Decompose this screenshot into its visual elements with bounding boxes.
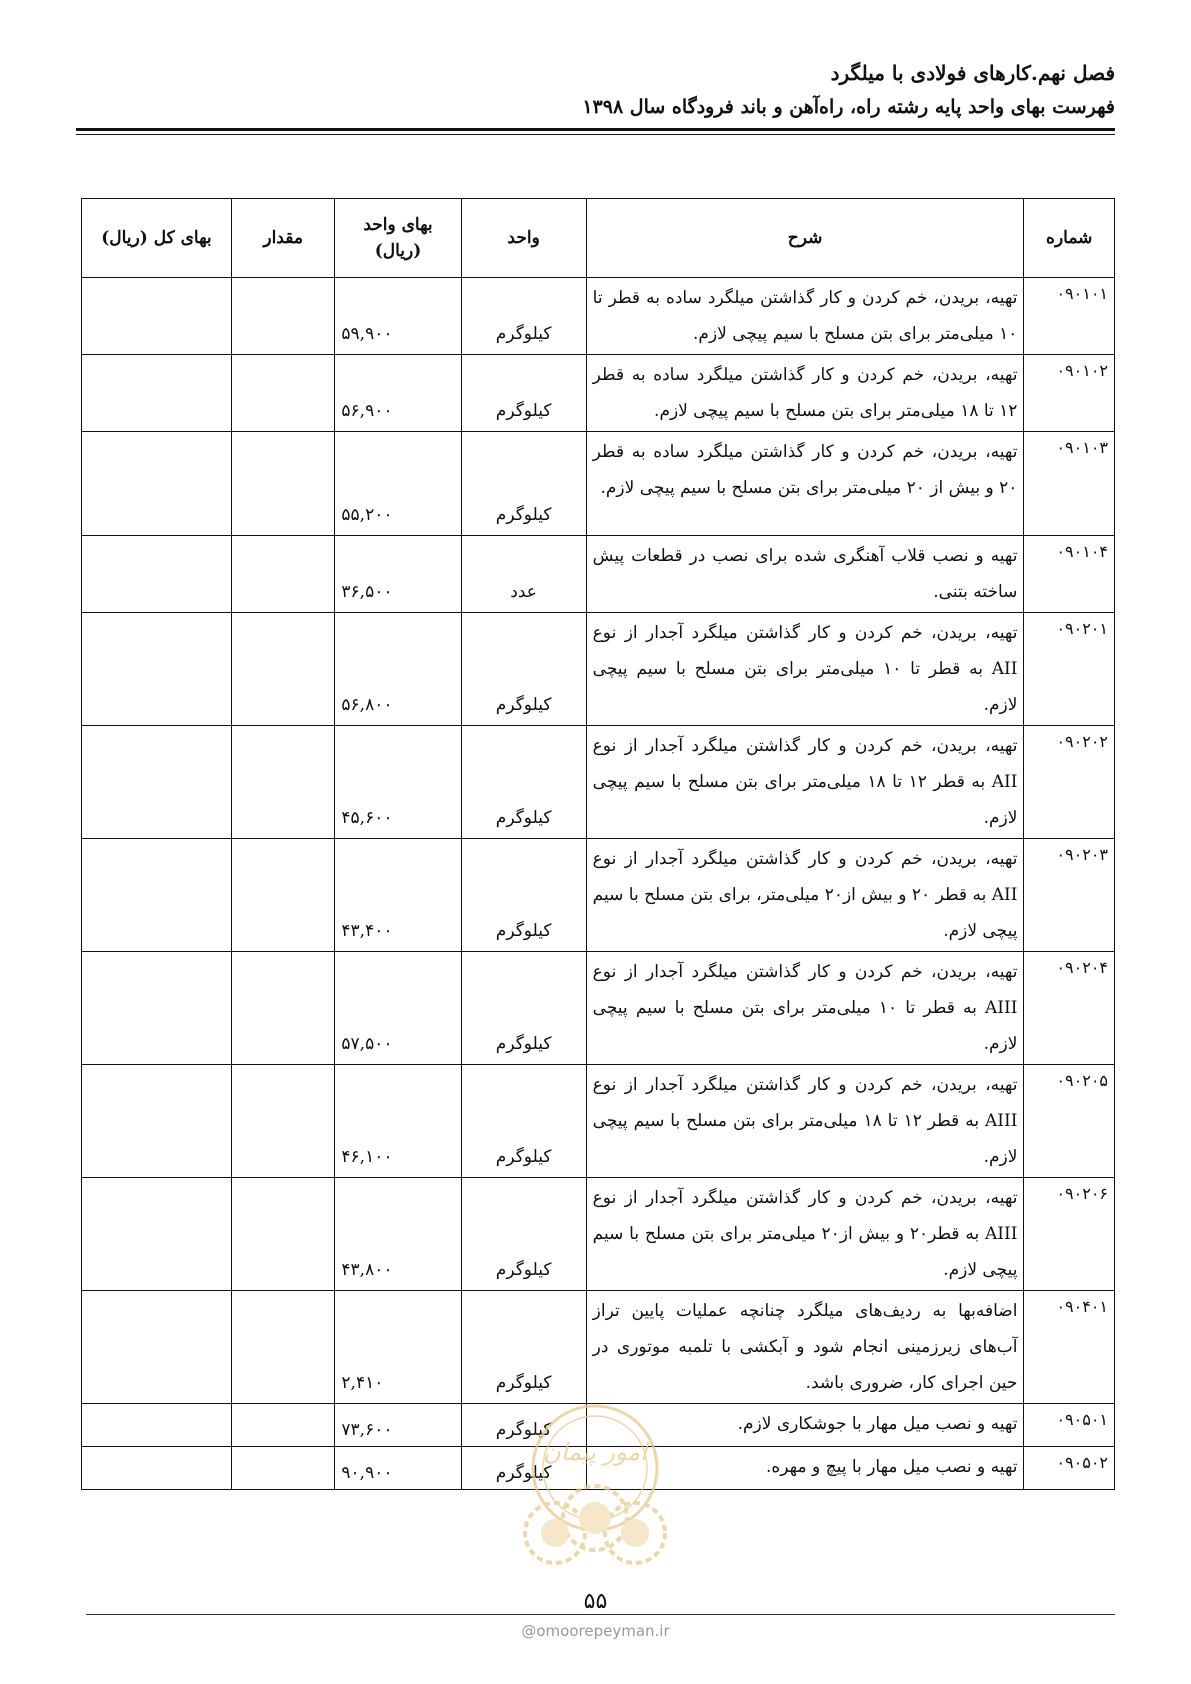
item-description: اضافه‌بها به ردیف‌های میلگرد چنانچه عملیات پایین تراز آب‌های زیرزمینی انجام شود و آبکشی با تلمبه موتوری در حین اجرای کار، ضروری باشد. (586, 1291, 1024, 1404)
item-unit-price: ۴۶,۱۰۰ (335, 1065, 461, 1178)
item-total-price (82, 1291, 232, 1404)
header-divider-thin (76, 134, 1115, 135)
item-total-price (82, 952, 232, 1065)
table-row (82, 839, 1115, 952)
item-quantity (231, 432, 335, 536)
item-unit: کیلوگرم (461, 278, 586, 355)
item-quantity (231, 278, 335, 355)
item-total-price (82, 726, 232, 839)
item-unit: کیلوگرم (461, 355, 586, 432)
item-unit-price: ۴۳,۸۰۰ (335, 1178, 461, 1291)
item-unit-price: ۳۶,۵۰۰ (335, 536, 461, 613)
header-number: شماره (1024, 199, 1115, 278)
item-quantity (231, 355, 335, 432)
item-total-price (82, 432, 232, 536)
item-unit: کیلوگرم (461, 1404, 586, 1447)
item-number: ۰۹۰۱۰۳ (1024, 432, 1115, 536)
item-quantity (231, 1178, 335, 1291)
item-number: ۰۹۰۴۰۱ (1024, 1291, 1115, 1404)
item-total-price (82, 1447, 232, 1490)
item-unit-price: ۲,۴۱۰ (335, 1291, 461, 1404)
item-unit: کیلوگرم (461, 1178, 586, 1291)
item-number: ۰۹۰۲۰۴ (1024, 952, 1115, 1065)
table-row (82, 278, 1115, 355)
table-row (82, 536, 1115, 613)
item-unit: کیلوگرم (461, 1291, 586, 1404)
item-unit-price: ۷۳,۶۰۰ (335, 1404, 461, 1447)
item-quantity (231, 1404, 335, 1447)
item-number: ۰۹۰۱۰۴ (1024, 536, 1115, 613)
item-number: ۰۹۰۲۰۵ (1024, 1065, 1115, 1178)
header-divider-thick (76, 128, 1115, 131)
footer-divider (86, 1614, 1115, 1615)
item-total-price (82, 1404, 232, 1447)
item-unit-price: ۹۰,۹۰۰ (335, 1447, 461, 1490)
item-number: ۰۹۰۵۰۱ (1024, 1404, 1115, 1447)
item-quantity (231, 1291, 335, 1404)
item-quantity (231, 536, 335, 613)
table-row (82, 726, 1115, 839)
item-unit: کیلوگرم (461, 432, 586, 536)
item-quantity (231, 1447, 335, 1490)
item-quantity (231, 1065, 335, 1178)
item-unit: عدد (461, 536, 586, 613)
item-number: ۰۹۰۲۰۳ (1024, 839, 1115, 952)
item-unit-price: ۴۵,۶۰۰ (335, 726, 461, 839)
table-row (82, 1291, 1115, 1404)
item-quantity (231, 952, 335, 1065)
item-description: تهیه و نصب قلاب آهنگری شده برای نصب در قطعات پیش ساخته بتنی. (586, 536, 1024, 613)
item-total-price (82, 613, 232, 726)
item-number: ۰۹۰۲۰۶ (1024, 1178, 1115, 1291)
header-unit-price-currency: (ریال) (374, 241, 422, 261)
item-description: تهیه، بریدن، خم کردن و کار گذاشتن میلگرد آجدار از نوع AII به قطر تا ۱۰ میلی‌متر برای بتن مسلح با سیم پیچی لازم. (586, 613, 1024, 726)
header-description: شرح (586, 199, 1024, 278)
header-unit-price-label: بهای واحد (363, 215, 433, 235)
item-unit: کیلوگرم (461, 952, 586, 1065)
table-row (82, 355, 1115, 432)
item-unit: کیلوگرم (461, 839, 586, 952)
watermark-seal-logo (505, 1398, 685, 1578)
item-description: تهیه، بریدن، خم کردن و کار گذاشتن میلگرد آجدار از نوع AIII به قطر تا ۱۰ میلی‌متر برای بتن مسلح با سیم پیچی لازم. (586, 952, 1024, 1065)
item-unit-price: ۵۶,۸۰۰ (335, 613, 461, 726)
item-description: تهیه، بریدن، خم کردن و کار گذاشتن میلگرد آجدار از نوع AIII به قطر ۱۲ تا ۱۸ میلی‌متر برای بتن مسلح با سیم پیچی لازم. (586, 1065, 1024, 1178)
item-unit-price: ۵۷,۵۰۰ (335, 952, 461, 1065)
item-number: ۰۹۰۱۰۲ (1024, 355, 1115, 432)
item-quantity (231, 613, 335, 726)
item-unit: کیلوگرم (461, 1447, 586, 1490)
document-header (76, 58, 1115, 122)
table-row (82, 613, 1115, 726)
header-unit-price (335, 199, 461, 278)
item-unit-price: ۴۳,۴۰۰ (335, 839, 461, 952)
item-quantity (231, 839, 335, 952)
item-description: تهیه و نصب میل مهار با جوشکاری لازم. (586, 1404, 1024, 1447)
header-unit: واحد (461, 199, 586, 278)
table-row (82, 432, 1115, 536)
table-row (82, 1178, 1115, 1291)
chapter-title: فصل نهم.کارهای فولادی با میلگرد (830, 61, 1115, 85)
item-description: تهیه، بریدن، خم کردن و کار گذاشتن میلگرد ساده به قطر ۱۲ تا ۱۸ میلی‌متر برای بتن مسلح با سیم پیچی لازم. (586, 355, 1024, 432)
item-unit: کیلوگرم (461, 1065, 586, 1178)
item-unit: کیلوگرم (461, 726, 586, 839)
footer-watermark-url: @omoorepeyman.ir (521, 1622, 670, 1640)
item-total-price (82, 536, 232, 613)
seal-lettering: امور پیمان (543, 1438, 647, 1466)
table-header-row (82, 199, 1115, 278)
item-number: ۰۹۰۱۰۱ (1024, 278, 1115, 355)
item-total-price (82, 1065, 232, 1178)
item-description: تهیه، بریدن، خم کردن و کار گذاشتن میلگرد ساده به قطر تا ۱۰ میلی‌متر برای بتن مسلح با سیم پیچی لازم. (586, 278, 1024, 355)
item-description: تهیه، بریدن، خم کردن و کار گذاشتن میلگرد ساده به قطر ۲۰ و بیش از ۲۰ میلی‌متر برای بتن مسلح با سیم پیچی لازم. (586, 432, 1024, 536)
item-unit-price: ۵۶,۹۰۰ (335, 355, 461, 432)
item-description: تهیه، بریدن، خم کردن و کار گذاشتن میلگرد آجدار از نوع AII به قطر ۱۲ تا ۱۸ میلی‌متر برای بتن مسلح با سیم پیچی لازم. (586, 726, 1024, 839)
item-number: ۰۹۰۲۰۱ (1024, 613, 1115, 726)
item-number: ۰۹۰۵۰۲ (1024, 1447, 1115, 1490)
item-unit-price: ۵۵,۲۰۰ (335, 432, 461, 536)
item-unit: کیلوگرم (461, 613, 586, 726)
item-total-price (82, 839, 232, 952)
item-total-price (82, 278, 232, 355)
header-quantity: مقدار (231, 199, 335, 278)
item-description: تهیه، بریدن، خم کردن و کار گذاشتن میلگرد آجدار از نوع AII به قطر ۲۰ و بیش از۲۰ میلی‌متر، برای بتن مسلح با سیم پیچی لازم. (586, 839, 1024, 952)
page-number: ۵۵ (583, 1589, 608, 1614)
item-quantity (231, 726, 335, 839)
table-row (82, 952, 1115, 1065)
item-unit-price: ۵۹,۹۰۰ (335, 278, 461, 355)
item-number: ۰۹۰۲۰۲ (1024, 726, 1115, 839)
header-total-price: بهای کل (ریال) (82, 199, 232, 278)
item-total-price (82, 1178, 232, 1291)
item-description: تهیه و نصب میل مهار با پیچ و مهره. (586, 1447, 1024, 1490)
item-total-price (82, 355, 232, 432)
table-row (82, 1065, 1115, 1178)
item-description: تهیه، بریدن، خم کردن و کار گذاشتن میلگرد آجدار از نوع AIII به قطر۲۰ و بیش از۲۰ میلی‌متر برای بتن مسلح با سیم پیچی لازم. (586, 1178, 1024, 1291)
price-list-table (81, 198, 1115, 1490)
price-list-title: فهرست بهای واحد پایه رشته راه، راه‌آهن و باند فرودگاه سال ۱۳۹۸ (582, 96, 1115, 118)
